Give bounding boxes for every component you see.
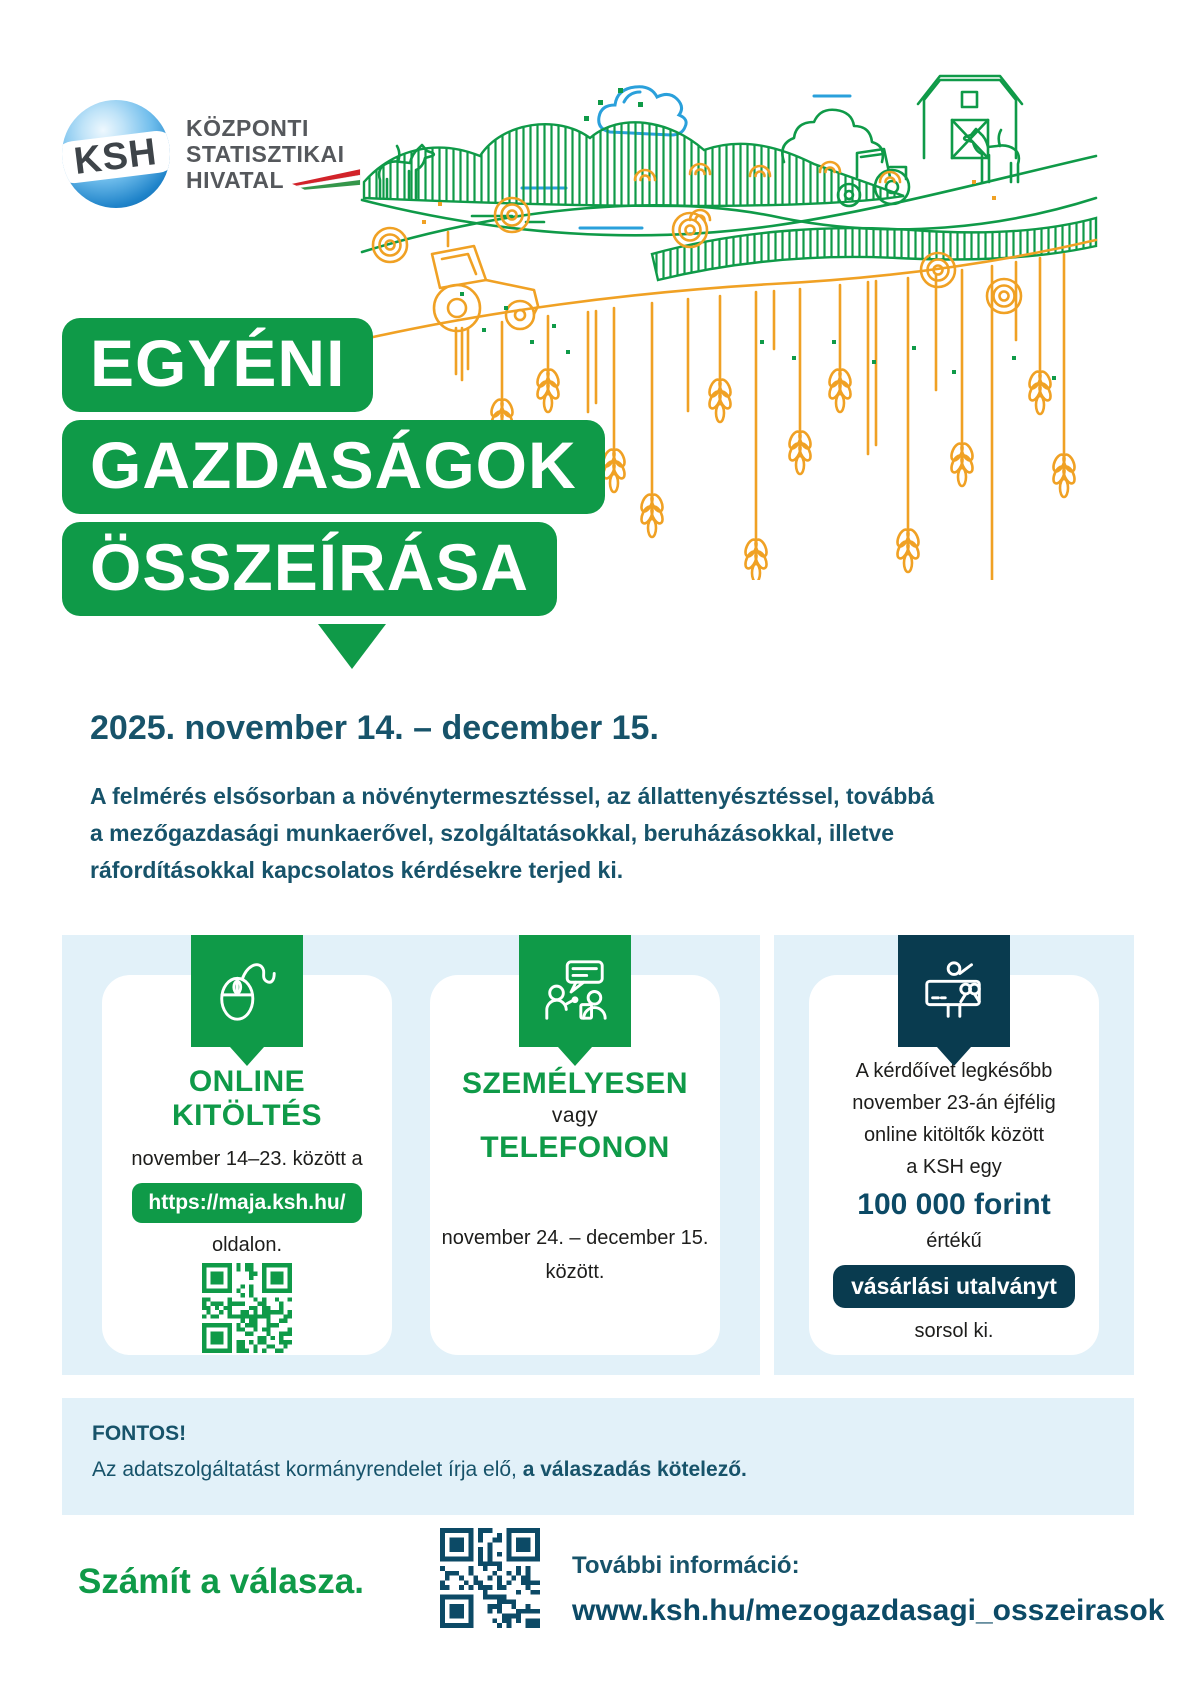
- important-band: [62, 1398, 1134, 1515]
- interview-icon: [540, 956, 610, 1026]
- title-line-2: GAZDASÁGOK: [62, 420, 605, 514]
- card-personal-body: november 24. – december 15. között.: [441, 1227, 709, 1283]
- hero: [62, 318, 934, 889]
- computer-mouse-icon: [212, 956, 282, 1026]
- org-line: KÖZPONTI: [186, 115, 309, 141]
- info-label: További információ:: [572, 1552, 800, 1579]
- ksh-logo: [62, 100, 362, 208]
- info-url[interactable]: www.ksh.hu/mezogazdasagi_osszeirasok: [572, 1594, 1165, 1627]
- title-line-3: ÖSSZEÍRÁSA: [62, 522, 557, 616]
- survey-date-range: 2025. november 14. – december 15.: [90, 709, 659, 747]
- card-prize-body: A kérdőívet legkésőbb november 23-án éjfélig online kitöltők között a KSH egy: [852, 1060, 1056, 1178]
- org-name: [186, 115, 362, 193]
- intro-line: ráfordításokkal kapcsolatos kérdésekre terjed ki.: [90, 857, 624, 883]
- prize-badge: [898, 935, 1010, 1047]
- card-personal: [430, 975, 720, 1355]
- gift-card-icon: [919, 956, 989, 1026]
- card-prize: [809, 975, 1099, 1355]
- org-line: STATISZTIKAI: [186, 141, 345, 167]
- important-body: Az adatszolgáltatást kormányrendelet írja elő, a válaszadás kötelező.: [92, 1458, 747, 1481]
- card-personal-title: SZEMÉLYESEN vagy TELEFONON: [430, 1067, 720, 1165]
- info-qr-code: [440, 1528, 540, 1628]
- title-line-1: EGYÉNI: [62, 318, 373, 412]
- panel-response-options: [62, 935, 760, 1375]
- card-online-title: ONLINE KITÖLTÉS: [171, 1065, 323, 1132]
- card-online-tail: oldalon.: [211, 1234, 283, 1256]
- intro-paragraph: [90, 778, 934, 889]
- prize-amount: 100 000 forint: [857, 1188, 1051, 1221]
- footer-info: [572, 1552, 1164, 1628]
- slogan: Számít a válasza.: [78, 1562, 364, 1601]
- maja-url-pill[interactable]: https://maja.ksh.hu/: [132, 1183, 361, 1223]
- voucher-pill: vásárlási utalványt: [833, 1265, 1075, 1308]
- ksh-globe-icon: [62, 100, 170, 208]
- important-heading: FONTOS!: [92, 1422, 187, 1445]
- online-badge: [191, 935, 303, 1047]
- options-section: [62, 935, 1134, 1375]
- maja-qr-code: [202, 1263, 292, 1353]
- prize-amount-suffix: értékű: [926, 1230, 982, 1252]
- panel-prize: [774, 935, 1134, 1375]
- card-online: [102, 975, 392, 1355]
- ksh-acronym: KSH: [72, 130, 160, 183]
- intro-line: a mezőgazdasági munkaerővel, szolgáltatásokkal, beruházásokkal, illetve: [90, 820, 895, 846]
- card-online-lead: november 14–23. között a: [131, 1148, 363, 1170]
- intro-line: A felmérés elsősorban a növénytermesztéssel, az állattenyésztéssel, továbbá: [90, 783, 935, 809]
- prize-closing: sorsol ki.: [914, 1320, 994, 1342]
- personal-badge: [519, 935, 631, 1047]
- title-pointer: [318, 624, 386, 669]
- org-line: HIVATAL: [186, 167, 285, 193]
- card-personal-connector: vagy: [551, 1104, 599, 1127]
